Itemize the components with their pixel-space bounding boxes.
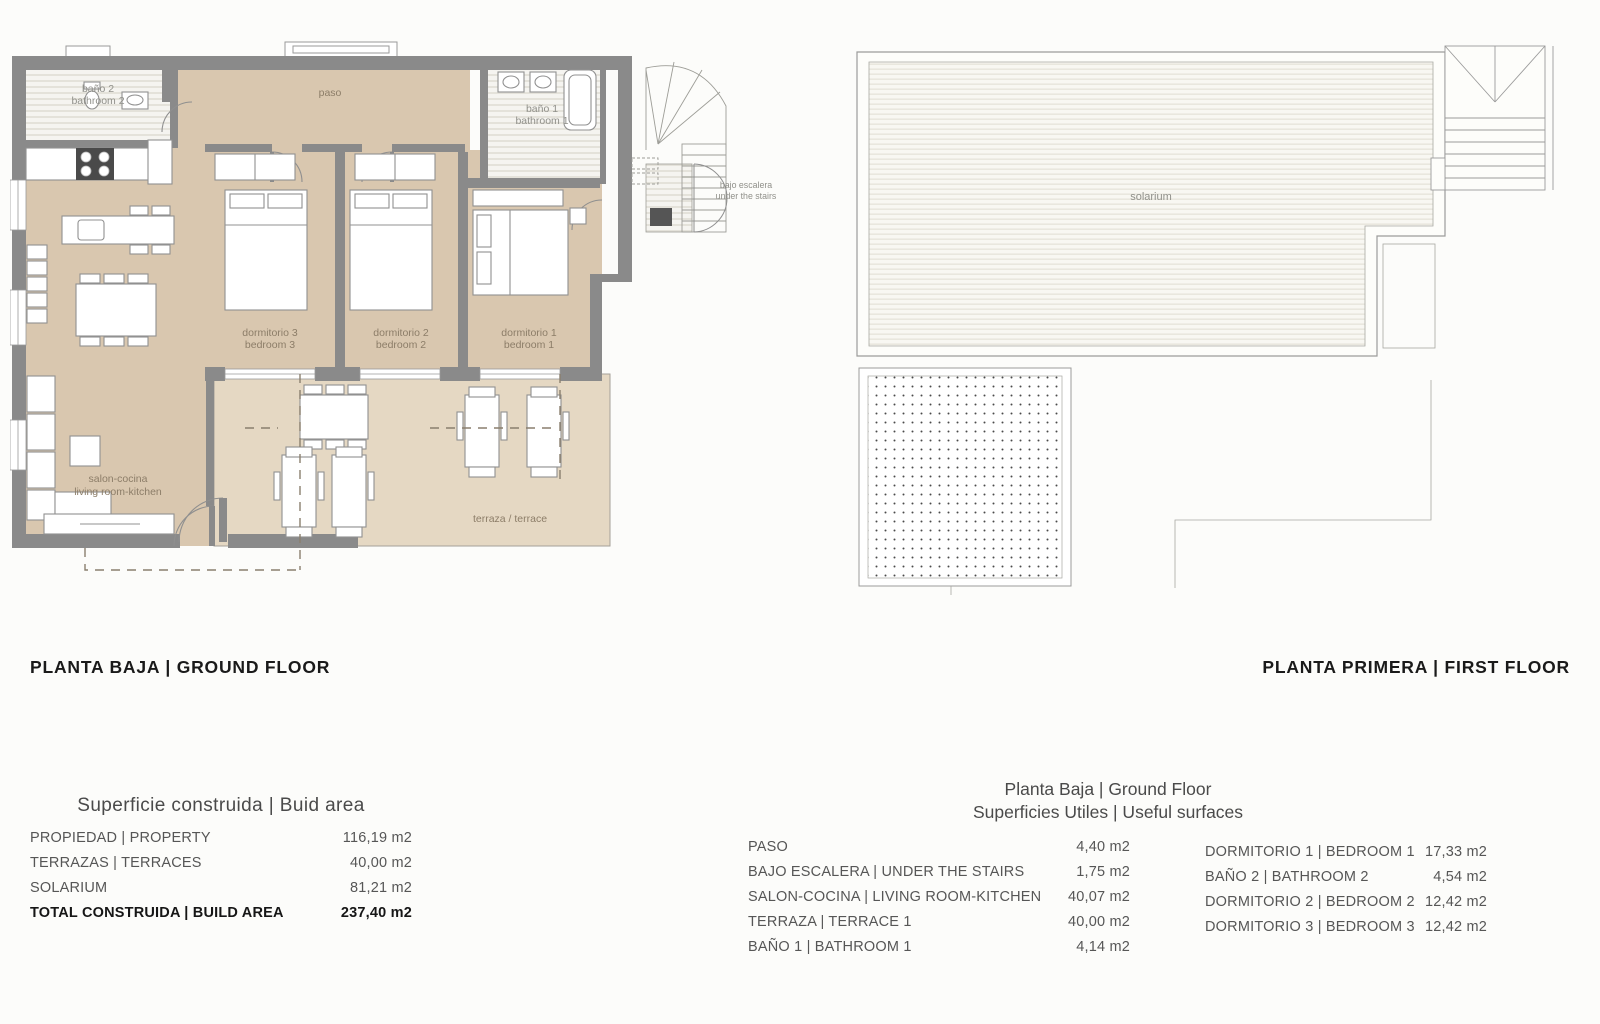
built-area-table-title: Superficie construida | Buid area xyxy=(77,795,365,816)
useful-surfaces-col1 xyxy=(748,839,1130,964)
island-sink xyxy=(78,220,104,240)
row-label: BAÑO 1 | BATHROOM 1 xyxy=(748,939,912,955)
table-row xyxy=(748,889,1130,914)
row-value: 40,07 m2 xyxy=(1067,889,1130,905)
row-value: 116,19 m2 xyxy=(342,830,412,846)
table-row xyxy=(1205,869,1487,894)
table-row xyxy=(1205,894,1487,919)
useful-surfaces-col2 xyxy=(1205,844,1487,944)
row-value: 4,40 m2 xyxy=(1076,839,1130,855)
sofa xyxy=(27,376,55,412)
bathroom2-label-es: baño 2 xyxy=(81,83,115,95)
solarium-label: solarium xyxy=(1130,191,1172,203)
table-row-total xyxy=(30,905,412,930)
bedroom2-label-en: bedroom 2 xyxy=(375,339,427,351)
ground-floor-plan xyxy=(10,40,790,630)
armchair xyxy=(70,436,100,466)
useful-surfaces-header xyxy=(938,778,1278,824)
first-floor-staircase xyxy=(1431,46,1553,190)
solarium-structure xyxy=(857,52,1445,356)
first-floor-title: PLANTA PRIMERA | FIRST FLOOR xyxy=(1262,657,1570,677)
table-row xyxy=(1205,919,1487,944)
row-value: 4,54 m2 xyxy=(1433,869,1487,885)
row-label: TERRAZAS | TERRACES xyxy=(30,855,202,871)
first-floor-plan xyxy=(845,40,1570,595)
row-value: 40,00 m2 xyxy=(349,855,412,871)
row-value: 17,33 m2 xyxy=(1424,844,1487,860)
row-label: DORMITORIO 2 | BEDROOM 2 xyxy=(1205,894,1415,910)
hallway-label: paso xyxy=(318,87,342,99)
table-row xyxy=(748,839,1130,864)
row-label: SALON-COCINA | LIVING ROOM-KITCHEN xyxy=(748,889,1042,905)
bathroom2-label-en: bathroom 2 xyxy=(71,95,125,107)
terrace-label: terraza / terrace xyxy=(472,513,548,525)
solarium-decking xyxy=(869,62,1433,346)
terrace-table xyxy=(300,395,368,439)
stove xyxy=(76,148,114,180)
bedroom1-label-en: bedroom 1 xyxy=(503,339,555,351)
bedroom3-furniture xyxy=(215,154,307,310)
living-room-label-es: salon-cocina xyxy=(88,473,148,485)
under-stairs-label-en: under the stairs xyxy=(715,191,777,201)
row-value: 12,42 m2 xyxy=(1424,919,1487,935)
row-label: BAJO ESCALERA | UNDER THE STAIRS xyxy=(748,864,1025,880)
row-label: BAÑO 2 | BATHROOM 2 xyxy=(1205,869,1369,885)
table-row xyxy=(748,939,1130,964)
row-value: 4,14 m2 xyxy=(1076,939,1130,955)
bathroom1-label-en: bathroom 1 xyxy=(515,115,569,127)
built-area-table xyxy=(30,795,412,930)
living-room-label-en: living room-kitchen xyxy=(74,486,162,498)
row-value: 1,75 m2 xyxy=(1076,864,1130,880)
bathroom1-label-es: baño 1 xyxy=(525,103,559,115)
dining-table xyxy=(76,284,156,336)
row-label: TERRAZA | TERRACE 1 xyxy=(748,914,912,930)
row-value: 237,40 m2 xyxy=(340,905,412,921)
table-row xyxy=(30,855,412,880)
fridge xyxy=(148,140,172,184)
table-row xyxy=(748,914,1130,939)
row-label: SOLARIUM xyxy=(30,880,108,896)
row-label: PASO xyxy=(748,839,789,855)
entrance-porch xyxy=(66,42,397,57)
bedroom3-label-es: dormitorio 3 xyxy=(242,327,298,339)
pergola-dotted xyxy=(868,376,1062,578)
row-value: 12,42 m2 xyxy=(1424,894,1487,910)
useful-surfaces-title-line2: Superficies Utiles | Useful surfaces xyxy=(972,802,1244,822)
ground-floor-title: PLANTA BAJA | GROUND FLOOR xyxy=(30,657,331,677)
row-value: 81,21 m2 xyxy=(349,880,412,896)
bedroom1-label-es: dormitorio 1 xyxy=(501,327,557,339)
bedroom3-label-en: bedroom 3 xyxy=(244,339,296,351)
row-label: TOTAL CONSTRUIDA | BUILD AREA xyxy=(30,905,284,921)
row-label: DORMITORIO 1 | BEDROOM 1 xyxy=(1205,844,1415,860)
table-row xyxy=(748,864,1130,889)
bedroom2-label-es: dormitorio 2 xyxy=(373,327,429,339)
useful-surfaces-title-line1: Planta Baja | Ground Floor xyxy=(1004,779,1212,799)
under-stairs-label-es: bajo escalera xyxy=(719,180,773,190)
table-row xyxy=(30,830,412,855)
pergola-area xyxy=(859,368,1071,586)
table-row xyxy=(30,880,412,905)
row-label: DORMITORIO 3 | BEDROOM 3 xyxy=(1205,919,1415,935)
bedroom2-furniture xyxy=(350,154,435,310)
under-stairs-appliance xyxy=(650,208,672,226)
row-label: PROPIEDAD | PROPERTY xyxy=(30,830,211,846)
table-row xyxy=(1205,844,1487,869)
row-value: 40,00 m2 xyxy=(1067,914,1130,930)
